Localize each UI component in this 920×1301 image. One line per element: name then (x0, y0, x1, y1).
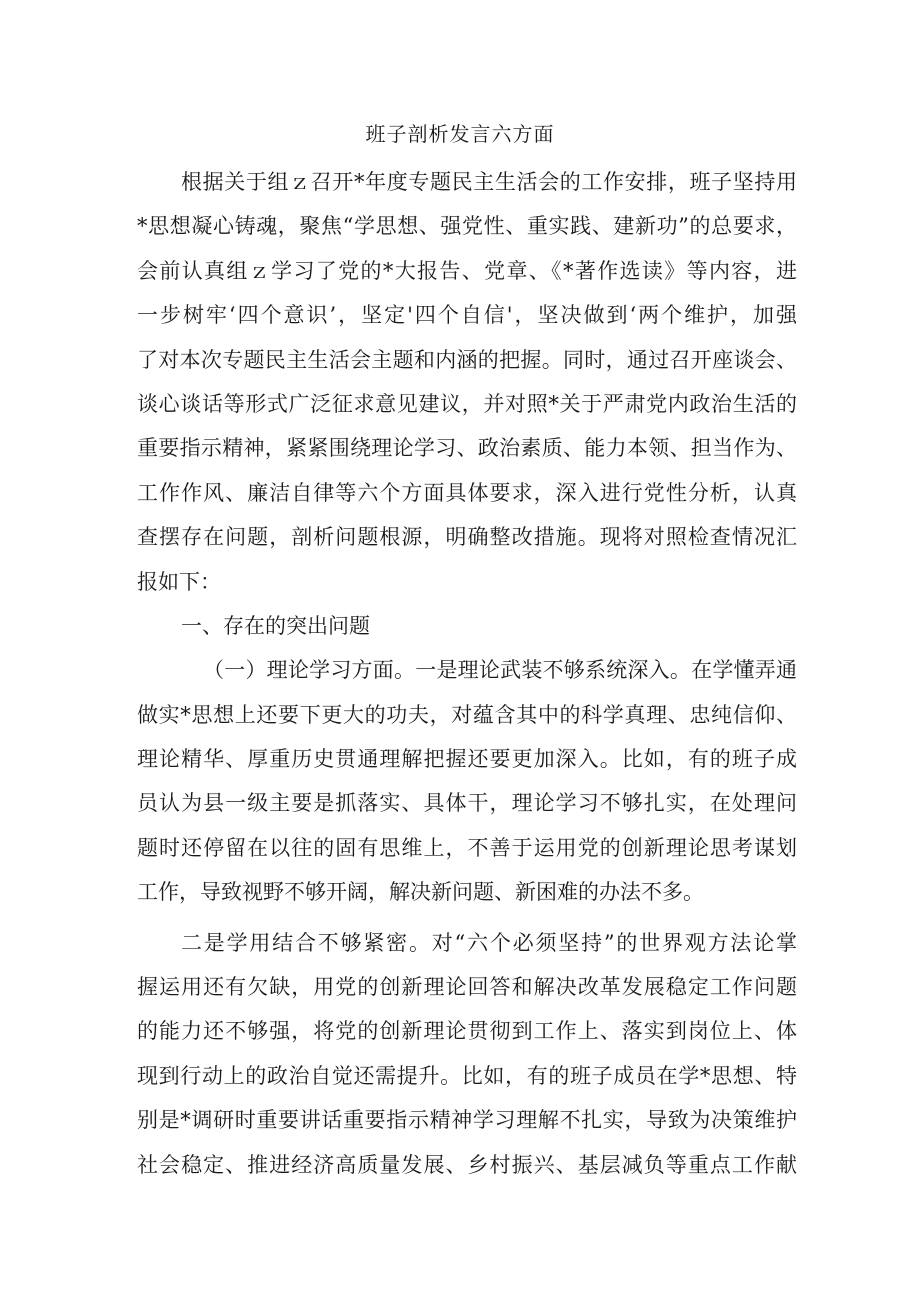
second-point-line-1: 二是学用结合不够紧密。对“六个必须坚持”的世界观方法论掌 (181, 930, 797, 955)
subsection-line-2: 做实*思想上还要下更大的功夫，对蕴含其中的科学真理、忠纯信仰、 (137, 702, 797, 727)
intro-line-2: *思想凝心铸魂，聚焦“学思想、强党性、重实践、建新功”的总要求， (137, 214, 797, 239)
second-point-line-5: 别是*调研时重要讲话重要指示精神学习理解不扎实，导致为决策维护 (137, 1108, 797, 1133)
intro-line-5: 了对本次专题民主生活会主题和内涵的把握。同时，通过召开座谈会、 (137, 347, 797, 372)
intro-line-1: 根据关于组ｚ召开*年度专题民主生活会的工作安排，班子坚持用 (181, 170, 797, 194)
subsection-line-1: （一）理论学习方面。一是理论武装不够系统深入。在学懂弄通 (203, 658, 797, 683)
subsection-line-4: 员认为县一级主要是抓落实、具体干，理论学习不够扎实，在处理问 (137, 791, 797, 816)
intro-line-10: 报如下： (137, 569, 221, 594)
intro-line-9: 查摆存在问题，剖析问题根源，明确整改措施。现将对照检查情况汇 (137, 525, 797, 550)
intro-line-7: 重要指示精神，紧紧围绕理论学习、政治素质、能力本领、担当作为、 (137, 436, 797, 461)
subsection-line-3: 理论精华、厚重历史贯通理解把握还要更加深入。比如，有的班子成 (137, 747, 797, 772)
second-point-line-6: 社会稳定、推进经济高质量发展、乡村振兴、基层减负等重点工作献 (137, 1152, 797, 1177)
second-point-line-2: 握运用还有欠缺，用党的创新理论回答和解决改革发展稳定工作问题 (137, 975, 797, 1000)
document-body (137, 160, 797, 1187)
subsection-line-6: 工作，导致视野不够开阔，解决新问题、新困难的办法不多。 (137, 880, 704, 905)
subsection-line-5: 题时还停留在以往的固有思维上，不善于运用党的创新理论思考谋划 (137, 835, 797, 860)
document-title: 班子剖析发言六方面 (365, 122, 555, 146)
intro-line-6: 谈心谈话等形式广泛征求意见建议，并对照*关于严肃党内政治生活的 (137, 391, 797, 416)
intro-line-8: 工作作风、廉洁自律等六个方面具体要求，深入进行党性分析，认真 (137, 480, 797, 505)
intro-line-4: 一步树牢‘四个意识’，坚定'四个自信'，坚决做到‘两个维护，加强 (137, 303, 797, 328)
section-heading: 一、存在的突出问题 (181, 613, 370, 638)
intro-line-3: 会前认真组ｚ学习了党的*大报告、党章、《*著作选读》等内容，进 (137, 258, 797, 283)
second-point-line-4: 现到行动上的政治自觉还需提升。比如，有的班子成员在学*思想、特 (137, 1063, 797, 1088)
second-point-line-3: 的能力还不够强，将党的创新理论贯彻到工作上、落实到岗位上、体 (137, 1019, 797, 1044)
